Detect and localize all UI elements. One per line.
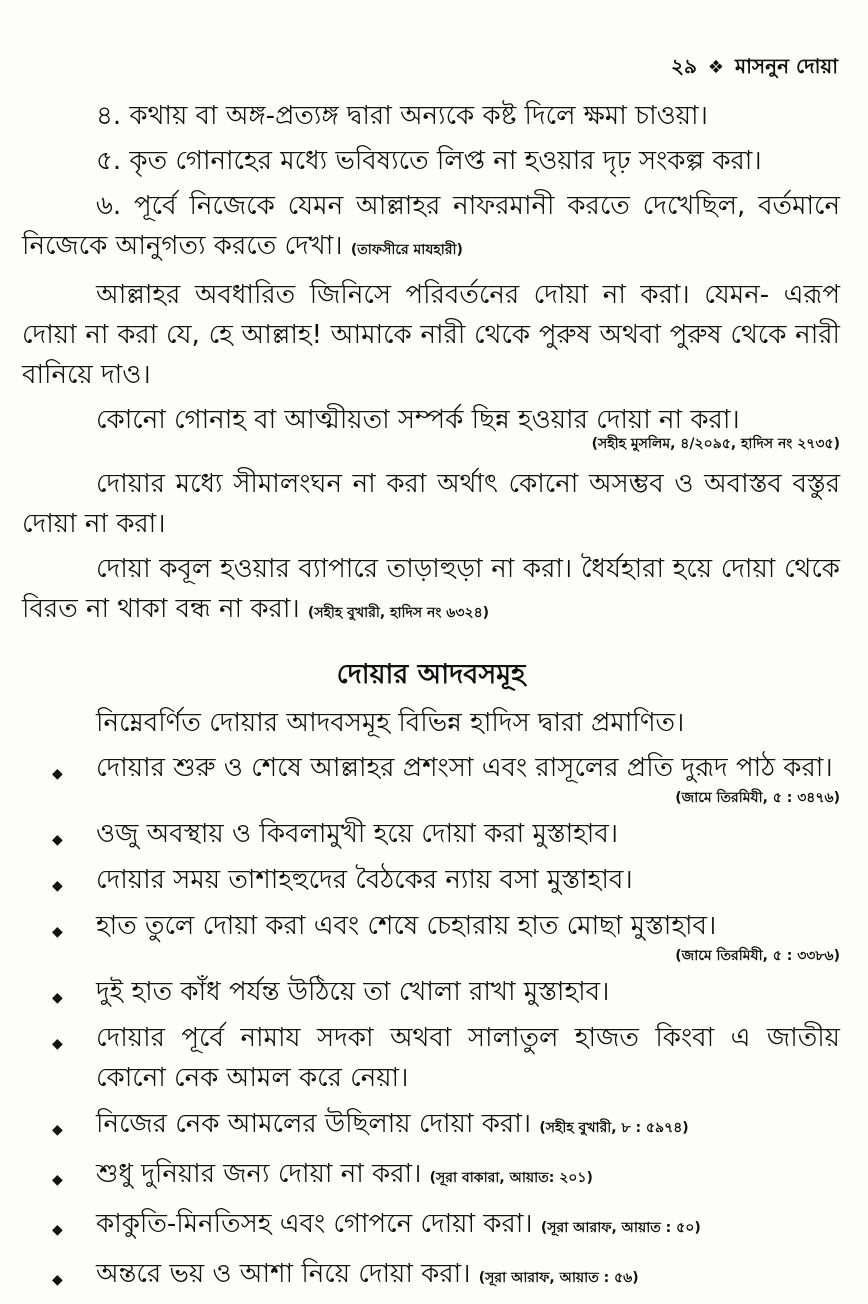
list-item: ◆ দুই হাত কাঁধ পর্যন্ত উঠিয়ে তা খোলা রাখা মুস্তাহাব। <box>22 972 840 1012</box>
list-item: ◆ দোয়ার শুরু ও শেষে আল্লাহর প্রশংসা এবং রাসূলের প্রতি দুরূদ পাঠ করা। (জামে তিরমিযী, ৫ : ৩৪৭৬) <box>52 753 840 806</box>
citation-inline: (সূরা বাকারা, আয়াত: ২০১) <box>429 1170 593 1186</box>
page-number: ২৯ <box>670 54 697 78</box>
running-header <box>671 52 838 85</box>
etiquette-list <box>22 748 840 1298</box>
list-item: ◆ দোয়ার সময় তাশাহহুদের বৈঠকের ন্যায় বসা মুস্তাহাব। <box>22 860 840 900</box>
citation-bukhari: (সহীহ বুখারী, হাদিস নং ৬৩২৪) <box>307 605 490 621</box>
diamond-bullet-icon: ◆ <box>52 832 63 848</box>
paragraph-destiny: আল্লাহর অবধারিত জিনিসে পরিবর্তনের দোয়া না করা। যেমন- এরূপ দোয়া না করা যে, হে আল্লাহ! আমাকে নারী থেকে পুরুষ অথবা পুরুষ থেকে নারী বানিয়ে দাও। <box>22 280 840 390</box>
citation-inline: (সহীহ বুখারী, ৮ : ৫৯৭৪) <box>539 1120 689 1136</box>
paragraph-limits: দোয়ার মধ্যে সীমালংঘন না করা অর্থাৎ কোনো অসম্ভব ও অবাস্তব বস্তুর দোয়া না করা। <box>22 469 840 539</box>
diamond-bullet-icon: ◆ <box>52 1036 63 1052</box>
list-item: ◆ অন্তরে ভয় ও আশা নিয়ে দোয়া করা। (সূরা আরাফ, আয়াত : ৫৬) <box>22 1254 840 1298</box>
citation-tafsir: (তাফসীরে মাযহারী) <box>350 242 463 258</box>
list-item: ◆ হাত তুলে দোয়া করা এবং শেষে চেহারায় হাত মোছা মুস্তাহাব। (জামে তিরমিযী, ৫ : ৩৩৮৬) <box>52 911 840 964</box>
section-intro: নিম্নেবর্ণিত দোয়ার আদবসমূহ বিভিন্ন হাদিস দ্বারা প্রমাণিত। <box>96 708 685 738</box>
paragraph-item-4: ৪. কথায় বা অঙ্গ-প্রত্যঙ্গ দ্বারা অন্যকে কষ্ট দিলে ক্ষমা চাওয়া। <box>96 101 708 131</box>
section-heading: দোয়ার আদবসমূহ <box>336 659 526 690</box>
diamond-bullet-icon: ◆ <box>52 1222 63 1238</box>
book-title: মাসনুন দোয়া <box>735 54 838 78</box>
ornament-icon: ❖ <box>707 57 725 78</box>
paragraph-item-6: ৬. পূর্বে নিজেকে যেমন আল্লাহর নাফরমানী করতে দেখেছিল, বর্তমানে নিজেকে আনুগত্য করতে দেখা। (তাফসীরে মাযহারী) <box>22 191 840 261</box>
diamond-bullet-icon: ◆ <box>52 1272 63 1288</box>
paragraph-haste: দোয়া কবূল হওয়ার ব্যাপারে তাড়াহুড়া না করা। ধৈর্যহারা হয়ে দোয়া থেকে বিরত না থাকা বন্ধ না করা। (সহীহ বুখারী, হাদিস নং ৬৩২৪) <box>22 554 840 624</box>
diamond-bullet-icon: ◆ <box>52 878 63 894</box>
citation-inline: (সূরা আরাফ, আয়াত : ৫৬) <box>478 1270 639 1286</box>
list-item: ◆ কাকুতি-মিনতিসহ এবং গোপনে দোয়া করা। (সূরা আরাফ, আয়াত : ৫০) <box>22 1204 840 1248</box>
citation-below: (জামে তিরমিযী, ৫ : ৩৪৭৬) <box>675 790 840 806</box>
diamond-bullet-icon: ◆ <box>52 1172 63 1188</box>
list-item: ◆ ওজু অবস্থায় ও কিবলামুখী হয়ে দোয়া করা মুস্তাহাব। <box>22 814 840 854</box>
list-item: ◆ দোয়ার পূর্বে নামায সদকা অথবা সালাতুল হাজত কিংবা এ জাতীয় কোনো নেক আমল করে নেয়া। <box>52 1023 840 1093</box>
citation-below: (জামে তিরমিযী, ৫ : ৩৩৮৬) <box>675 948 840 964</box>
page-content <box>22 96 840 1304</box>
diamond-bullet-icon: ◆ <box>52 990 63 1006</box>
diamond-bullet-icon: ◆ <box>52 1122 63 1138</box>
diamond-bullet-icon: ◆ <box>52 766 63 782</box>
paragraph-kinship: কোনো গোনাহ বা আত্মীয়তা সম্পর্ক ছিন্ন হওয়ার দোয়া না করা। <box>96 405 740 435</box>
citation-muslim: (সহীহ মুসলিম, ৪/২০৯৫, হাদিস নং ২৭৩৫) <box>591 436 840 452</box>
list-item: ◆ নিজের নেক আমলের উছিলায় দোয়া করা। (সহীহ বুখারী, ৮ : ৫৯৭৪) <box>22 1104 840 1148</box>
citation-inline: (সূরা আরাফ, আয়াত : ৫০) <box>540 1220 701 1236</box>
list-item: ◆ শুধু দুনিয়ার জন্য দোয়া না করা। (সূরা বাকারা, আয়াত: ২০১) <box>22 1154 840 1198</box>
paragraph-item-5: ৫. কৃত গোনাহের মধ্যে ভবিষ্যতে লিপ্ত না হওয়ার দৃঢ় সংকল্প করা। <box>96 146 762 176</box>
diamond-bullet-icon: ◆ <box>52 924 63 940</box>
